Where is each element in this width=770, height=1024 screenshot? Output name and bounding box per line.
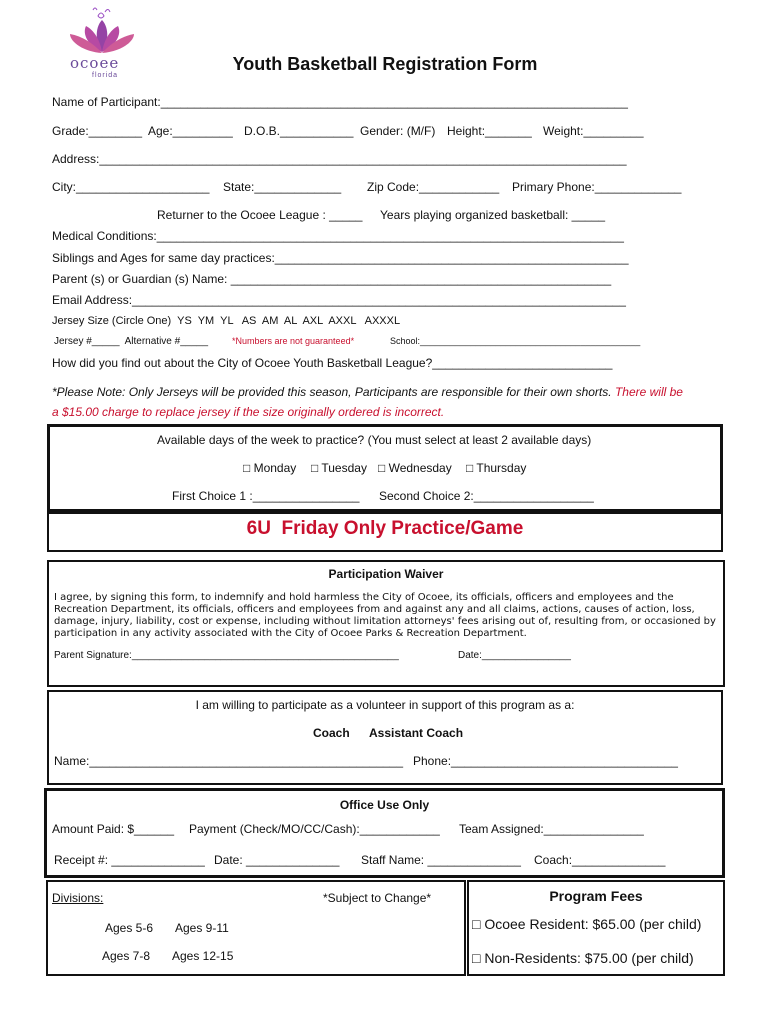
resident-fee-checkbox[interactable]: □ Ocoee Resident: $65.00 (per child) [472,916,702,932]
gender-field[interactable]: Gender: (M/F) [360,124,436,138]
office-date-field[interactable]: Date: ______________ [214,853,340,867]
form-title: Youth Basketball Registration Form [232,54,538,74]
team-assigned-field[interactable]: Team Assigned:_______________ [459,822,644,836]
height-field[interactable]: Height:_______ [447,124,532,138]
amount-paid-field[interactable]: Amount Paid: $______ [52,822,175,836]
division-ages-9-11: Ages 9-11 [175,921,229,935]
wednesday-checkbox[interactable]: □ Wednesday [378,461,452,475]
jersey-charge-note: a $15.00 charge to replace jersey if the size originally ordered is incorrect. [52,405,445,419]
thursday-checkbox[interactable]: □ Thursday [466,461,527,475]
division-ages-7-8: Ages 7-8 [102,949,151,963]
waiver-date-field[interactable]: Date:________________ [458,650,571,661]
jersey-warning: *Numbers are not guaranteed* [232,336,355,346]
nonresident-fee-checkbox[interactable]: □ Non-Residents: $75.00 (per child) [472,950,694,966]
school-field[interactable]: School:____________________________________________ [390,336,641,346]
email-field[interactable]: Email Address:__________________________________________________________________________ [52,293,626,307]
six-u-banner: 6U Friday Only Practice/Game [246,518,524,539]
subject-to-change: *Subject to Change* [323,891,432,905]
medical-conditions-field[interactable]: Medical Conditions:______________________________________________________________________ [52,229,624,243]
division-ages-5-6: Ages 5-6 [105,921,154,935]
practice-question: Available days of the week to practice? (You must select at least 2 available days) [157,433,592,447]
divisions-title: Divisions: [52,891,104,905]
logo-subtitle: florida [92,72,119,79]
note-red-text: There will be [614,385,683,399]
volunteer-phone-field[interactable]: Phone:__________________________________ [413,754,678,768]
returner-field[interactable]: Returner to the Ocoee League : _____ [157,208,363,222]
jersey-note [52,385,683,399]
note-text: *Please Note: Only Jerseys will be provided this season, Participants are responsible for their own shorts. [52,385,612,399]
logo-wordmark: ocoee [70,54,120,72]
grade-field[interactable]: Grade:________ [52,124,143,138]
age-field[interactable]: Age:_________ [148,124,233,138]
zip-field[interactable]: Zip Code:____________ [367,180,500,194]
siblings-field[interactable]: Siblings and Ages for same day practices:_____________________________________________________ [52,251,629,265]
volunteer-text: I am willing to participate as a volunteer in support of this program as a: [195,698,575,712]
tuesday-checkbox[interactable]: □ Tuesday [311,461,367,475]
guardian-name-field[interactable]: Parent (s) or Guardian (s) Name: _________________________________________________________ [52,272,612,286]
waiver-title: Participation Waiver [328,567,444,581]
receipt-field[interactable]: Receipt #: ______________ [54,853,205,867]
second-choice-field[interactable]: Second Choice 2:__________________ [379,489,594,503]
office-title: Office Use Only [339,798,430,812]
staff-name-field[interactable]: Staff Name: ______________ [361,853,521,867]
payment-method-field[interactable]: Payment (Check/MO/CC/Cash):____________ [189,822,440,836]
fees-title: Program Fees [549,888,643,904]
primary-phone-field[interactable]: Primary Phone:_____________ [512,180,682,194]
first-choice-field[interactable]: First Choice 1 :________________ [172,489,360,503]
coach-option[interactable]: Coach [313,726,350,740]
assistant-coach-option[interactable]: Assistant Coach [369,726,464,740]
how-found-field[interactable]: How did you find out about the City of Ocoee Youth Basketball League?___________________________ [52,356,613,370]
dob-field[interactable]: D.O.B.___________ [244,124,354,138]
city-field[interactable]: City:____________________ [52,180,210,194]
participant-name-field[interactable]: Name of Participant:______________________________________________________________________ [52,95,628,109]
parent-signature-field[interactable]: Parent Signature:________________________________________________ [54,650,399,661]
monday-checkbox[interactable]: □ Monday [243,461,297,475]
waiver-text: I agree, by signing this form, to indemnify and hold harmless the City of Ocoee, its officials, officers and employees and the Recreation Department, its officials, officers and employees from and against any and all claims, actions, causes of action, loss, damage, injury, liability, cost or expense, including without limitation attorneys' fees arising out of, resulting from, or occasioned by participation in any activity associated with the City of Ocoee Parks & Recreation Department. [54,592,716,639]
years-playing-field[interactable]: Years playing organized basketball: _____ [380,208,606,222]
jersey-size-options[interactable]: Jersey Size (Circle One) YS YM YL AS AM AL AXL AXXL AXXXL [52,315,401,327]
office-coach-field[interactable]: Coach:______________ [534,853,666,867]
state-field[interactable]: State:_____________ [223,180,342,194]
jersey-number-field[interactable]: Jersey #_____ Alternative #_____ [54,336,208,347]
weight-field[interactable]: Weight:_________ [543,124,644,138]
volunteer-name-field[interactable]: Name:_______________________________________________ [54,754,404,768]
division-ages-12-15: Ages 12-15 [172,949,234,963]
address-field[interactable]: Address:_______________________________________________________________________________ [52,152,627,166]
